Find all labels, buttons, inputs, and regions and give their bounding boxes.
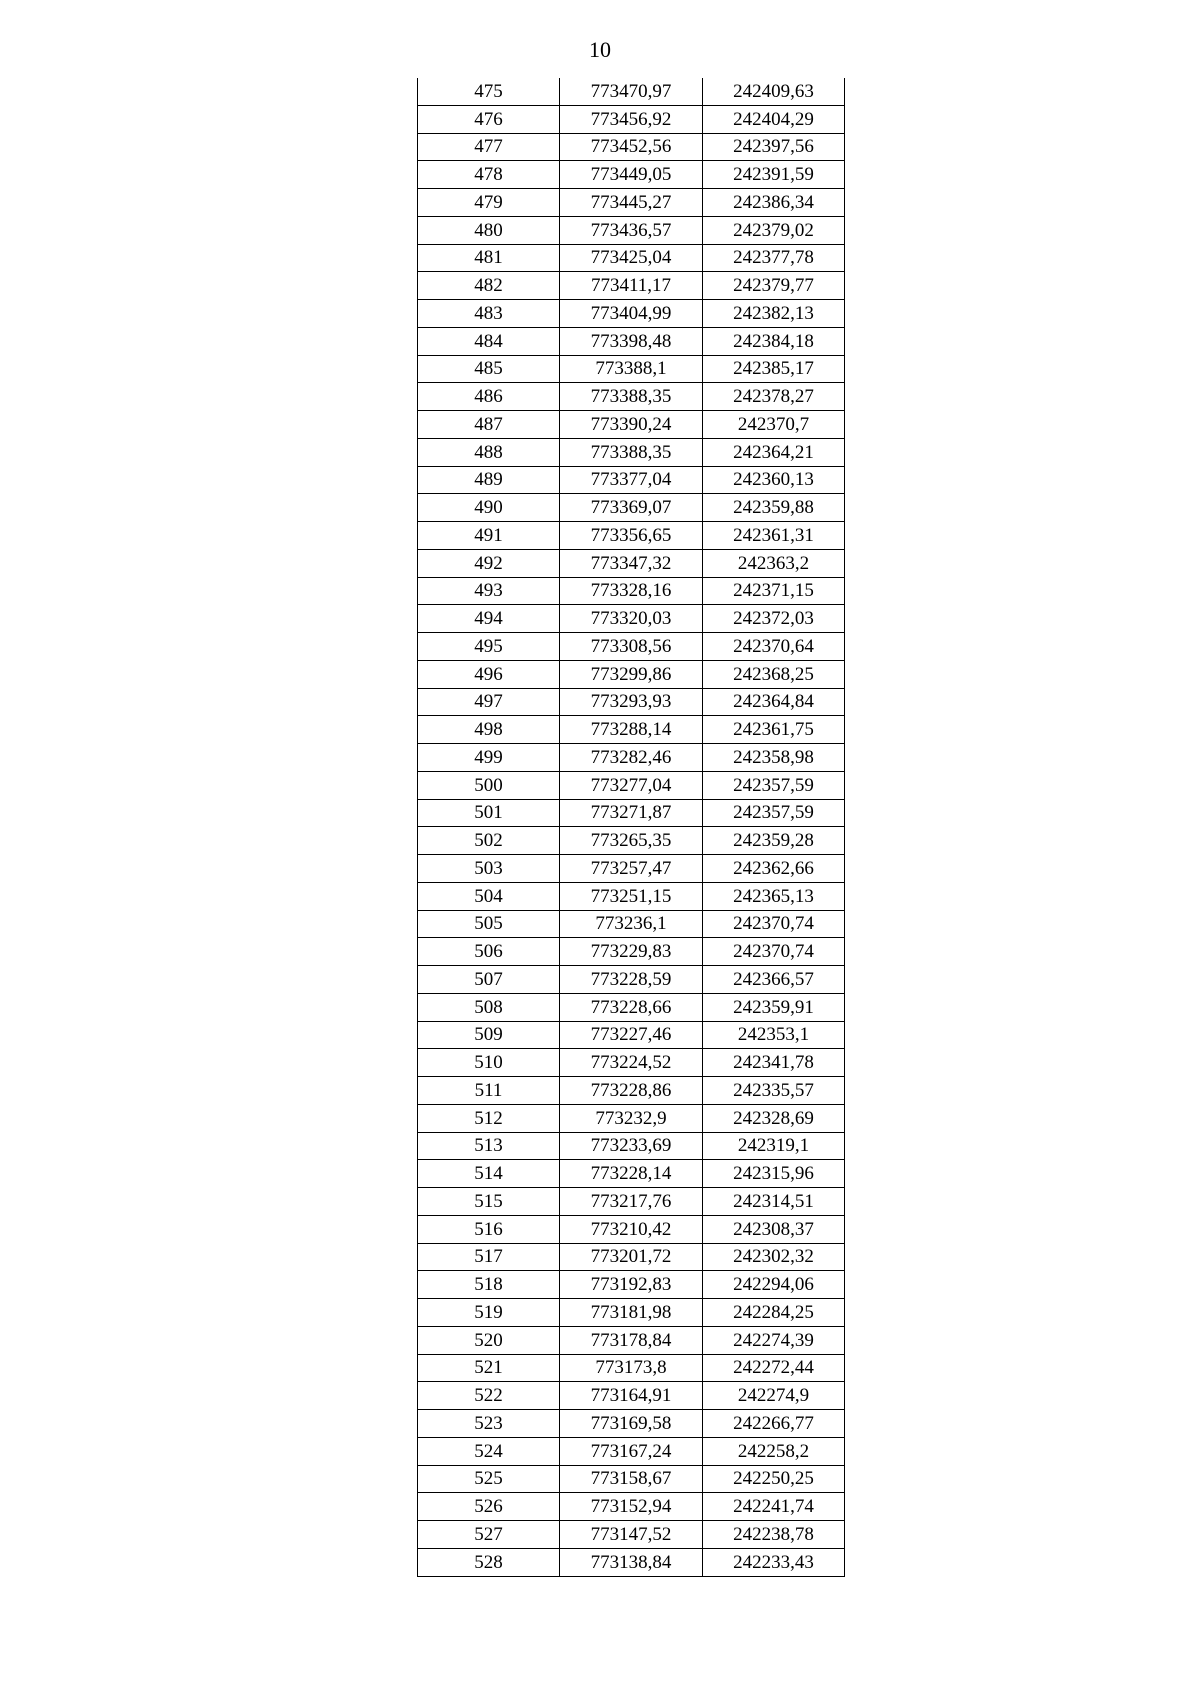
y-coordinate-cell: 242377,78	[703, 244, 845, 272]
point-number-cell: 492	[418, 549, 560, 577]
table-row	[418, 1215, 845, 1243]
x-coordinate-cell: 773201,72	[560, 1243, 703, 1271]
page-number: 10	[589, 37, 611, 62]
point-number-cell: 523	[418, 1410, 560, 1438]
x-coordinate-cell: 773192,83	[560, 1271, 703, 1299]
point-number-cell: 490	[418, 494, 560, 522]
point-number-cell: 502	[418, 827, 560, 855]
point-number-cell: 507	[418, 966, 560, 994]
point-number-cell: 481	[418, 244, 560, 272]
x-coordinate-cell: 773217,76	[560, 1188, 703, 1216]
x-coordinate-cell: 773308,56	[560, 633, 703, 661]
coordinates-table	[417, 78, 845, 1577]
table-row	[418, 1493, 845, 1521]
y-coordinate-cell: 242404,29	[703, 105, 845, 133]
table-row	[418, 78, 845, 105]
y-coordinate-cell: 242258,2	[703, 1437, 845, 1465]
x-coordinate-cell: 773173,8	[560, 1354, 703, 1382]
point-number-cell: 483	[418, 300, 560, 328]
y-coordinate-cell: 242364,21	[703, 438, 845, 466]
point-number-cell: 500	[418, 771, 560, 799]
x-coordinate-cell: 773452,56	[560, 133, 703, 161]
x-coordinate-cell: 773288,14	[560, 716, 703, 744]
x-coordinate-cell: 773164,91	[560, 1382, 703, 1410]
table-row	[418, 633, 845, 661]
point-number-cell: 515	[418, 1188, 560, 1216]
x-coordinate-cell: 773167,24	[560, 1437, 703, 1465]
x-coordinate-cell: 773265,35	[560, 827, 703, 855]
table-row	[418, 494, 845, 522]
point-number-cell: 504	[418, 882, 560, 910]
y-coordinate-cell: 242372,03	[703, 605, 845, 633]
y-coordinate-cell: 242370,7	[703, 411, 845, 439]
point-number-cell: 501	[418, 799, 560, 827]
y-coordinate-cell: 242386,34	[703, 189, 845, 217]
y-coordinate-cell: 242314,51	[703, 1188, 845, 1216]
x-coordinate-cell: 773228,59	[560, 966, 703, 994]
y-coordinate-cell: 242328,69	[703, 1104, 845, 1132]
y-coordinate-cell: 242378,27	[703, 383, 845, 411]
x-coordinate-cell: 773271,87	[560, 799, 703, 827]
y-coordinate-cell: 242359,91	[703, 993, 845, 1021]
y-coordinate-cell: 242359,88	[703, 494, 845, 522]
table-row	[418, 1049, 845, 1077]
x-coordinate-cell: 773236,1	[560, 910, 703, 938]
point-number-cell: 499	[418, 744, 560, 772]
point-number-cell: 498	[418, 716, 560, 744]
table-row	[418, 771, 845, 799]
table-row	[418, 744, 845, 772]
table-row	[418, 688, 845, 716]
table-row	[418, 966, 845, 994]
y-coordinate-cell: 242364,84	[703, 688, 845, 716]
point-number-cell: 506	[418, 938, 560, 966]
y-coordinate-cell: 242370,74	[703, 938, 845, 966]
y-coordinate-cell: 242370,64	[703, 633, 845, 661]
y-coordinate-cell: 242361,31	[703, 522, 845, 550]
x-coordinate-cell: 773436,57	[560, 216, 703, 244]
table-row	[418, 1188, 845, 1216]
y-coordinate-cell: 242358,98	[703, 744, 845, 772]
point-number-cell: 497	[418, 688, 560, 716]
x-coordinate-cell: 773152,94	[560, 1493, 703, 1521]
y-coordinate-cell: 242241,74	[703, 1493, 845, 1521]
table-row	[418, 411, 845, 439]
x-coordinate-cell: 773390,24	[560, 411, 703, 439]
table-row	[418, 383, 845, 411]
x-coordinate-cell: 773398,48	[560, 327, 703, 355]
table-row	[418, 1299, 845, 1327]
x-coordinate-cell: 773282,46	[560, 744, 703, 772]
y-coordinate-cell: 242272,44	[703, 1354, 845, 1382]
table-row	[418, 1271, 845, 1299]
table-row	[418, 216, 845, 244]
y-coordinate-cell: 242368,25	[703, 660, 845, 688]
point-number-cell: 488	[418, 438, 560, 466]
x-coordinate-cell: 773356,65	[560, 522, 703, 550]
point-number-cell: 482	[418, 272, 560, 300]
table-row	[418, 827, 845, 855]
y-coordinate-cell: 242335,57	[703, 1077, 845, 1105]
point-number-cell: 517	[418, 1243, 560, 1271]
table-row	[418, 1548, 845, 1576]
y-coordinate-cell: 242371,15	[703, 577, 845, 605]
table-row	[418, 1437, 845, 1465]
point-number-cell: 518	[418, 1271, 560, 1299]
x-coordinate-cell: 773229,83	[560, 938, 703, 966]
point-number-cell: 489	[418, 466, 560, 494]
y-coordinate-cell: 242274,9	[703, 1382, 845, 1410]
x-coordinate-cell: 773320,03	[560, 605, 703, 633]
point-number-cell: 503	[418, 855, 560, 883]
x-coordinate-cell: 773404,99	[560, 300, 703, 328]
table-row	[418, 1021, 845, 1049]
x-coordinate-cell: 773388,35	[560, 383, 703, 411]
x-coordinate-cell: 773377,04	[560, 466, 703, 494]
y-coordinate-cell: 242341,78	[703, 1049, 845, 1077]
x-coordinate-cell: 773228,14	[560, 1160, 703, 1188]
y-coordinate-cell: 242379,77	[703, 272, 845, 300]
point-number-cell: 505	[418, 910, 560, 938]
x-coordinate-cell: 773277,04	[560, 771, 703, 799]
table-row	[418, 910, 845, 938]
point-number-cell: 484	[418, 327, 560, 355]
table-row	[418, 993, 845, 1021]
y-coordinate-cell: 242384,18	[703, 327, 845, 355]
point-number-cell: 486	[418, 383, 560, 411]
table-row	[418, 882, 845, 910]
table-row	[418, 716, 845, 744]
table-row	[418, 549, 845, 577]
point-number-cell: 491	[418, 522, 560, 550]
point-number-cell: 520	[418, 1326, 560, 1354]
point-number-cell: 477	[418, 133, 560, 161]
point-number-cell: 511	[418, 1077, 560, 1105]
x-coordinate-cell: 773232,9	[560, 1104, 703, 1132]
point-number-cell: 521	[418, 1354, 560, 1382]
x-coordinate-cell: 773257,47	[560, 855, 703, 883]
x-coordinate-cell: 773388,35	[560, 438, 703, 466]
table-row	[418, 799, 845, 827]
y-coordinate-cell: 242357,59	[703, 799, 845, 827]
table-row	[418, 1243, 845, 1271]
x-coordinate-cell: 773181,98	[560, 1299, 703, 1327]
table-row	[418, 244, 845, 272]
y-coordinate-cell: 242361,75	[703, 716, 845, 744]
point-number-cell: 514	[418, 1160, 560, 1188]
table-row	[418, 300, 845, 328]
table-row	[418, 1160, 845, 1188]
point-number-cell: 510	[418, 1049, 560, 1077]
table-row	[418, 1132, 845, 1160]
x-coordinate-cell: 773388,1	[560, 355, 703, 383]
table-row	[418, 189, 845, 217]
x-coordinate-cell: 773445,27	[560, 189, 703, 217]
x-coordinate-cell: 773449,05	[560, 161, 703, 189]
table-row	[418, 272, 845, 300]
point-number-cell: 496	[418, 660, 560, 688]
table-row	[418, 1354, 845, 1382]
point-number-cell: 476	[418, 105, 560, 133]
point-number-cell: 508	[418, 993, 560, 1021]
table-row	[418, 1382, 845, 1410]
y-coordinate-cell: 242379,02	[703, 216, 845, 244]
point-number-cell: 513	[418, 1132, 560, 1160]
x-coordinate-cell: 773169,58	[560, 1410, 703, 1438]
table-row	[418, 577, 845, 605]
x-coordinate-cell: 773411,17	[560, 272, 703, 300]
y-coordinate-cell: 242250,25	[703, 1465, 845, 1493]
point-number-cell: 493	[418, 577, 560, 605]
point-number-cell: 479	[418, 189, 560, 217]
x-coordinate-cell: 773210,42	[560, 1215, 703, 1243]
y-coordinate-cell: 242366,57	[703, 966, 845, 994]
x-coordinate-cell: 773224,52	[560, 1049, 703, 1077]
table-row	[418, 355, 845, 383]
point-number-cell: 519	[418, 1299, 560, 1327]
y-coordinate-cell: 242357,59	[703, 771, 845, 799]
table-row	[418, 438, 845, 466]
table-row	[418, 855, 845, 883]
table-row	[418, 605, 845, 633]
x-coordinate-cell: 773228,86	[560, 1077, 703, 1105]
x-coordinate-cell: 773456,92	[560, 105, 703, 133]
y-coordinate-cell: 242363,2	[703, 549, 845, 577]
table-row	[418, 1465, 845, 1493]
x-coordinate-cell: 773369,07	[560, 494, 703, 522]
table-row	[418, 466, 845, 494]
y-coordinate-cell: 242385,17	[703, 355, 845, 383]
y-coordinate-cell: 242409,63	[703, 78, 845, 105]
point-number-cell: 525	[418, 1465, 560, 1493]
table-row	[418, 1077, 845, 1105]
y-coordinate-cell: 242365,13	[703, 882, 845, 910]
point-number-cell: 512	[418, 1104, 560, 1132]
y-coordinate-cell: 242362,66	[703, 855, 845, 883]
y-coordinate-cell: 242319,1	[703, 1132, 845, 1160]
y-coordinate-cell: 242360,13	[703, 466, 845, 494]
table-row	[418, 133, 845, 161]
x-coordinate-cell: 773425,04	[560, 244, 703, 272]
y-coordinate-cell: 242266,77	[703, 1410, 845, 1438]
y-coordinate-cell: 242302,32	[703, 1243, 845, 1271]
x-coordinate-cell: 773138,84	[560, 1548, 703, 1576]
point-number-cell: 528	[418, 1548, 560, 1576]
table-row	[418, 1326, 845, 1354]
point-number-cell: 478	[418, 161, 560, 189]
point-number-cell: 485	[418, 355, 560, 383]
point-number-cell: 509	[418, 1021, 560, 1049]
table-row	[418, 522, 845, 550]
table-row	[418, 660, 845, 688]
x-coordinate-cell: 773251,15	[560, 882, 703, 910]
table-row	[418, 1521, 845, 1549]
x-coordinate-cell: 773233,69	[560, 1132, 703, 1160]
point-number-cell: 475	[418, 78, 560, 105]
y-coordinate-cell: 242284,25	[703, 1299, 845, 1327]
y-coordinate-cell: 242353,1	[703, 1021, 845, 1049]
y-coordinate-cell: 242370,74	[703, 910, 845, 938]
point-number-cell: 526	[418, 1493, 560, 1521]
y-coordinate-cell: 242274,39	[703, 1326, 845, 1354]
x-coordinate-cell: 773178,84	[560, 1326, 703, 1354]
table-row	[418, 327, 845, 355]
y-coordinate-cell: 242294,06	[703, 1271, 845, 1299]
point-number-cell: 495	[418, 633, 560, 661]
x-coordinate-cell: 773227,46	[560, 1021, 703, 1049]
x-coordinate-cell: 773147,52	[560, 1521, 703, 1549]
y-coordinate-cell: 242315,96	[703, 1160, 845, 1188]
x-coordinate-cell: 773293,93	[560, 688, 703, 716]
x-coordinate-cell: 773328,16	[560, 577, 703, 605]
point-number-cell: 494	[418, 605, 560, 633]
point-number-cell: 487	[418, 411, 560, 439]
y-coordinate-cell: 242382,13	[703, 300, 845, 328]
table-row	[418, 161, 845, 189]
x-coordinate-cell: 773158,67	[560, 1465, 703, 1493]
y-coordinate-cell: 242233,43	[703, 1548, 845, 1576]
table-row	[418, 1104, 845, 1132]
point-number-cell: 480	[418, 216, 560, 244]
point-number-cell: 516	[418, 1215, 560, 1243]
y-coordinate-cell: 242238,78	[703, 1521, 845, 1549]
table-row	[418, 1410, 845, 1438]
x-coordinate-cell: 773299,86	[560, 660, 703, 688]
x-coordinate-cell: 773228,66	[560, 993, 703, 1021]
x-coordinate-cell: 773347,32	[560, 549, 703, 577]
point-number-cell: 522	[418, 1382, 560, 1410]
x-coordinate-cell: 773470,97	[560, 78, 703, 105]
table-row	[418, 938, 845, 966]
y-coordinate-cell: 242359,28	[703, 827, 845, 855]
coordinates-table-body	[418, 78, 845, 1576]
table-row	[418, 105, 845, 133]
y-coordinate-cell: 242391,59	[703, 161, 845, 189]
y-coordinate-cell: 242397,56	[703, 133, 845, 161]
point-number-cell: 524	[418, 1437, 560, 1465]
y-coordinate-cell: 242308,37	[703, 1215, 845, 1243]
point-number-cell: 527	[418, 1521, 560, 1549]
